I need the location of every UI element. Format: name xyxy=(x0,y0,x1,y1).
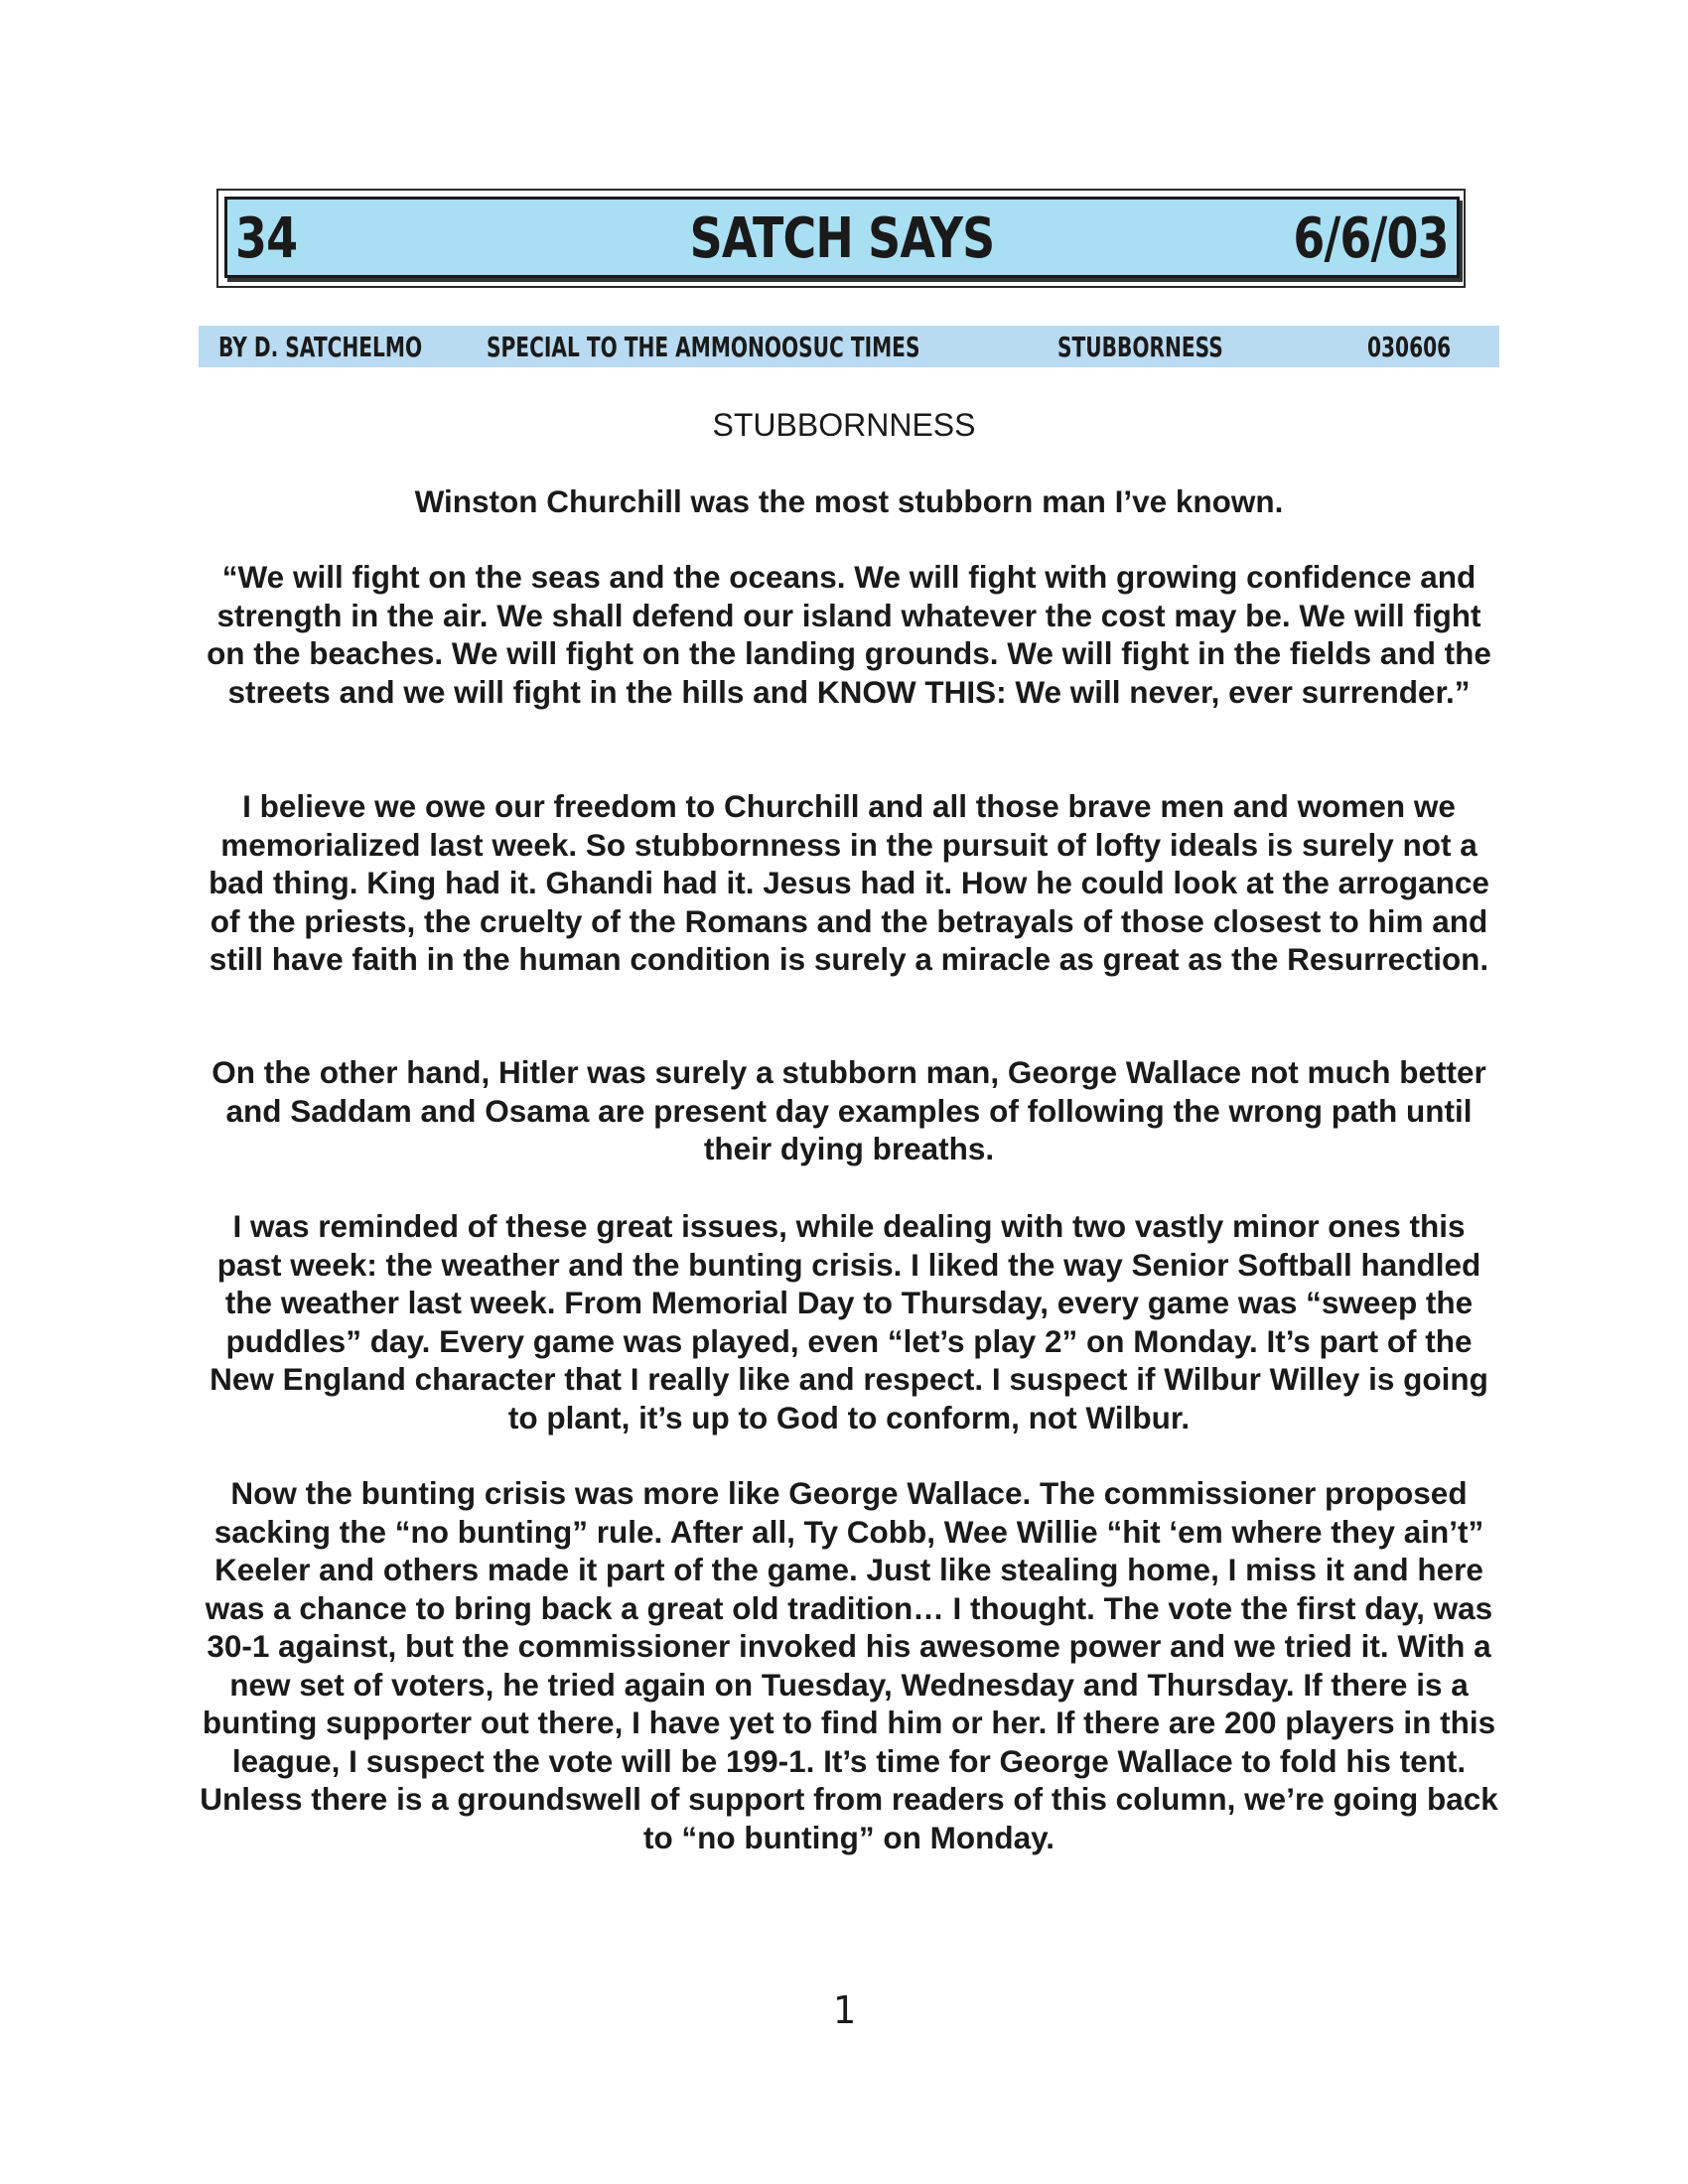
article-paragraph: “We will fight on the seas and the oceans. We will fight with growing confidence and strength in the air. We shall defend our island whatever the cost may be. We will fight on the beaches. We will fight on the landing grounds. We will fight in the fields and the streets and we will fight in the hills and KNOW THIS: We will never, ever surrender.” xyxy=(207,559,1491,710)
page-number: 1 xyxy=(832,1988,856,2032)
byline-publication: SPECIAL TO THE AMMONOOSUC TIMES xyxy=(487,331,920,363)
column-title: SATCH SAYS xyxy=(689,206,995,271)
byline-author: BY D. SATCHELMO xyxy=(218,331,423,363)
article-paragraph: On the other hand, Hitler was surely a stubborn man, George Wallace not much better and Saddam and Osama are present day examples of following the wrong path until their dying breaths. xyxy=(211,1054,1486,1166)
byline-band xyxy=(199,326,1499,367)
column-header-box xyxy=(216,189,1466,288)
article-title: STUBBORNNESS xyxy=(712,407,976,443)
byline-topic: STUBBORNESS xyxy=(1057,331,1223,363)
column-header-banner xyxy=(224,197,1460,278)
article-paragraph: Now the bunting crisis was more like George Wallace. The commissioner proposed sacking the “no bunting” rule. After all, Ty Cobb, Wee Willie “hit ‘em where they ain’t” Keeler and others made it part of the game. Just like stealing home, I miss it and here was a chance to bring back a great old tradition… I thought. The vote the first day, was 30-1 against, but the commissioner invoked his awesome power and we tried it. With a new set of voters, he tried again on Tuesday, Wednesday and Thursday. If there is a bunting supporter out there, I have yet to find him or her. If there are 200 players in this league, I suspect the vote will be 199-1. It’s time for George Wallace to fold his tent. Unless there is a groundswell of support from readers of this column, we’re going back to “no bunting” on Monday. xyxy=(200,1475,1498,1855)
article-paragraph: I believe we owe our freedom to Churchill and all those brave men and women we memorialized last week. So stubbornness in the pursuit of lofty ideals is surely not a bad thing. King had it. Ghandi had it. Jesus had it. How he could look at the arrogance of the priests, the cruelty of the Romans and the betrayals of those closest to him and still have faith in the human condition is surely a miracle as great as the Resurrection. xyxy=(209,788,1489,977)
article-paragraph: Winston Churchill was the most stubborn man I’ve known. xyxy=(414,483,1284,519)
column-date: 6/6/03 xyxy=(1293,206,1449,271)
article-paragraph: I was reminded of these great issues, while dealing with two vastly minor ones this past week: the weather and the bunting crisis. I liked the way Senior Softball handled the weather last week. From Memorial Day to Thursday, every game was “sweep the puddles” day. Every game was played, even “let’s play 2” on Monday. It’s part of the New England character that I really like and respect. I suspect if Wilbur Willey is going to plant, it’s up to God to conform, not Wilbur. xyxy=(210,1208,1488,1435)
column-number: 34 xyxy=(235,206,298,271)
byline-code: 030606 xyxy=(1367,331,1452,363)
